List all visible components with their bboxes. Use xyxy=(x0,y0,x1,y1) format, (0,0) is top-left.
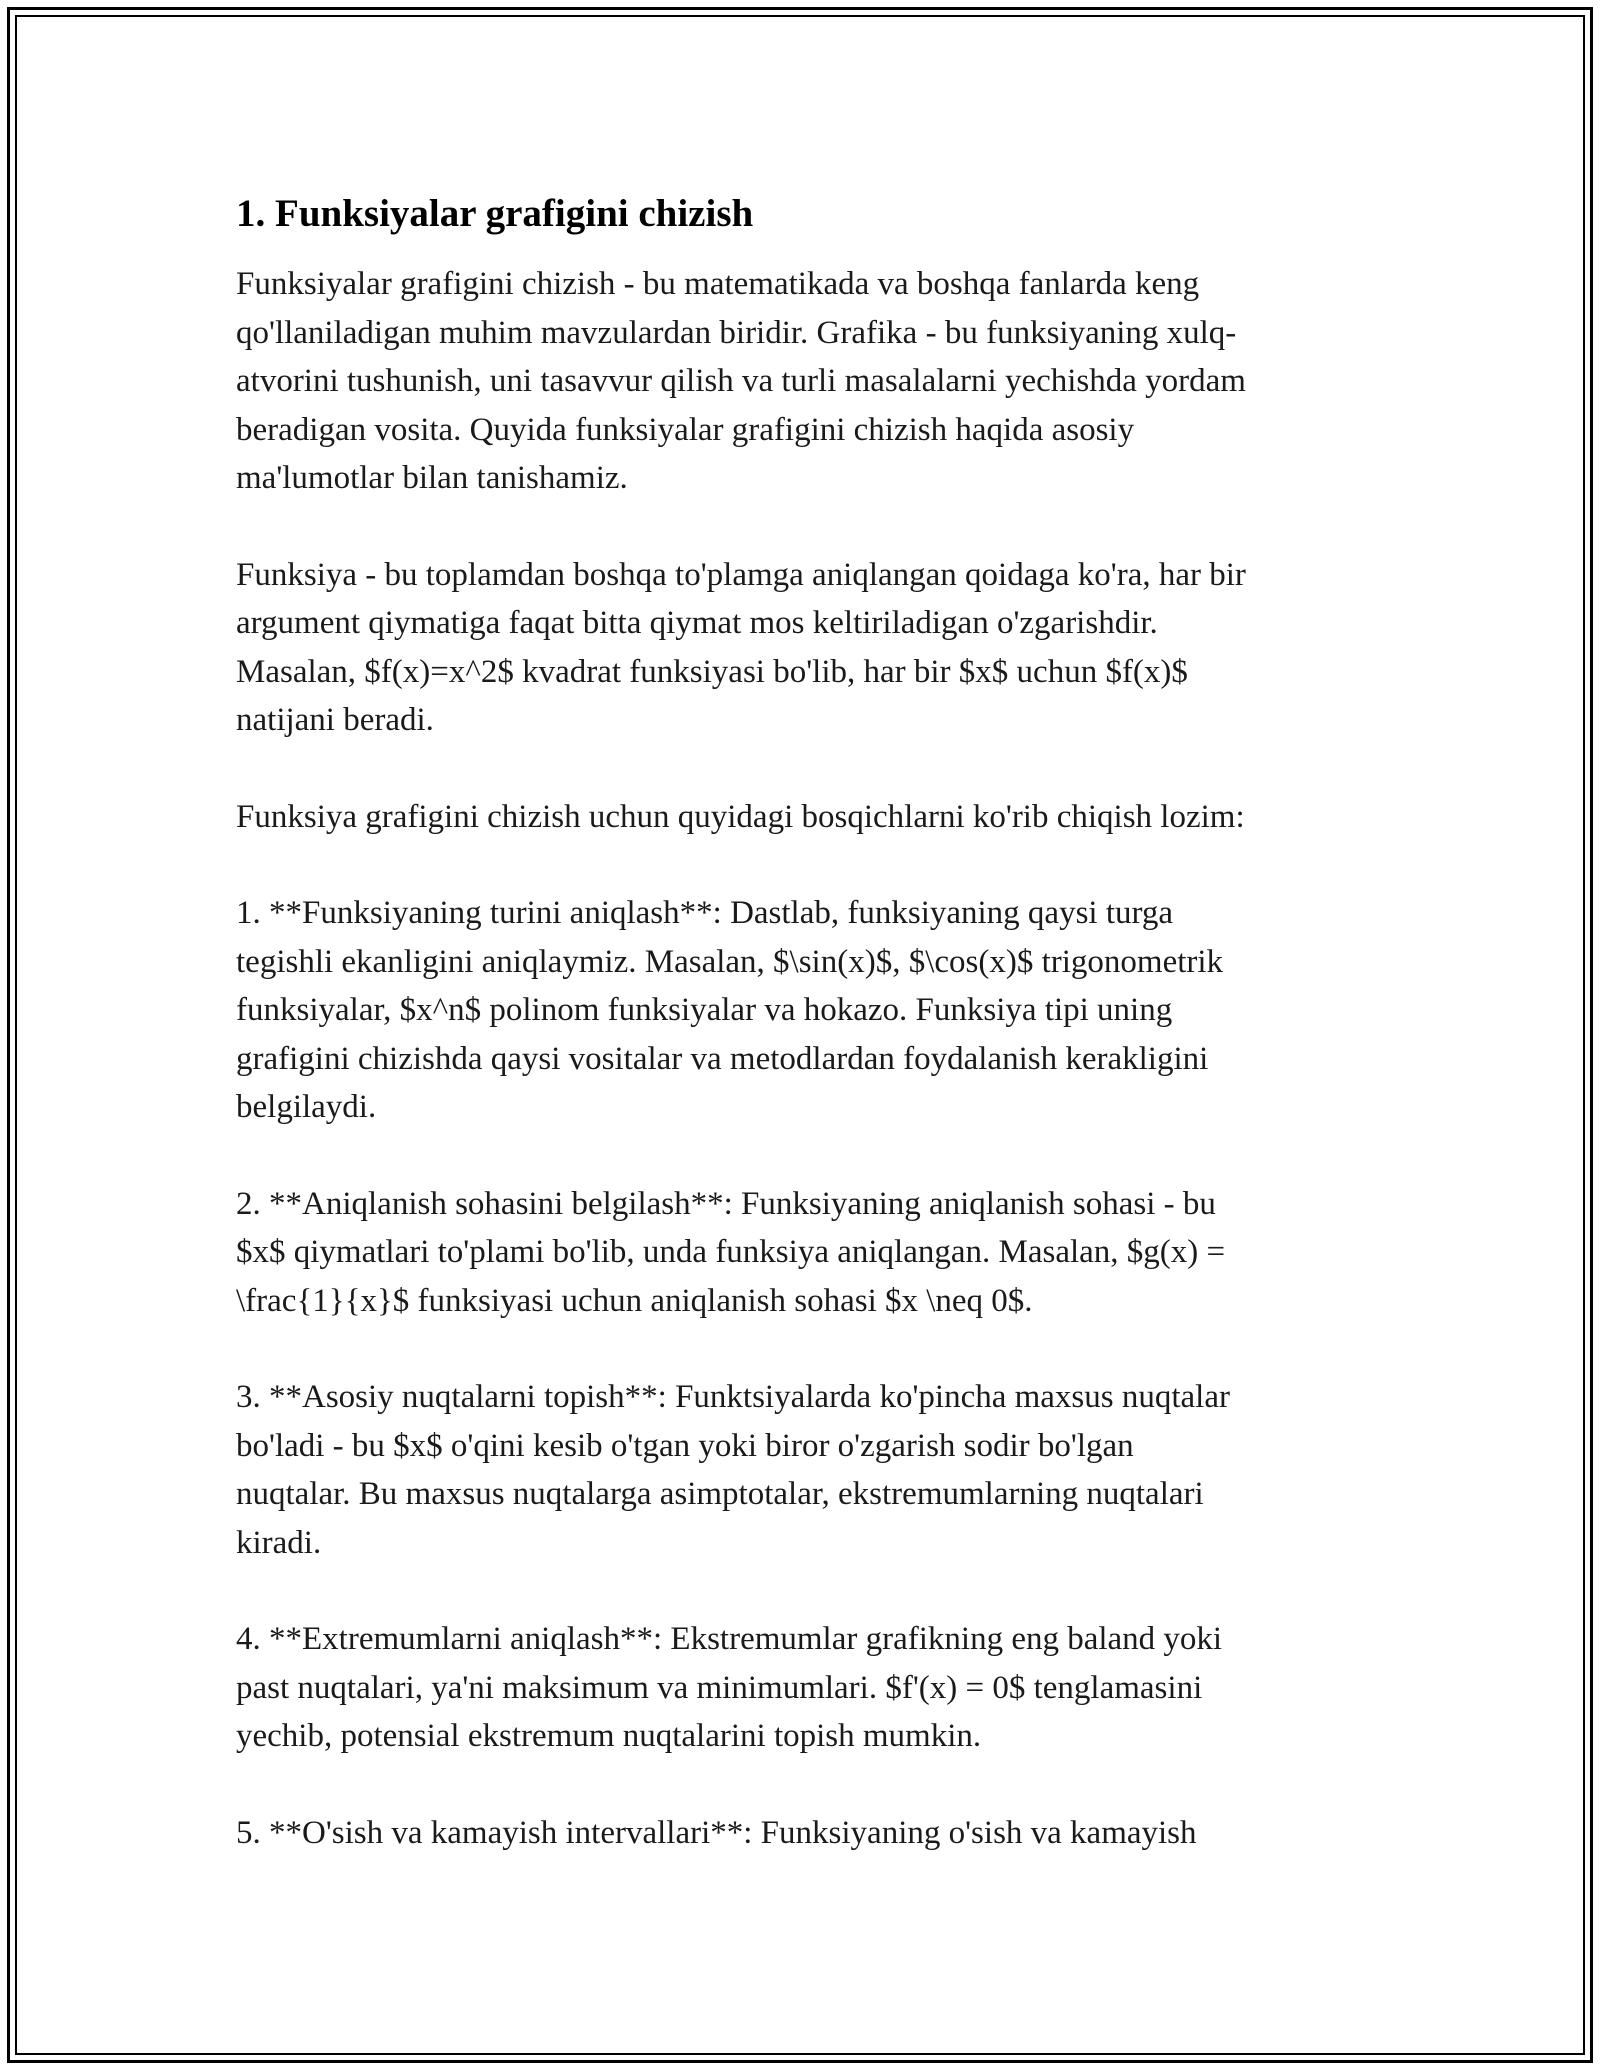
text-line: 4. **Extremumlarni aniqlash**: Ekstremumlar grafikning eng baland yoki xyxy=(236,1621,1223,1657)
text-line: qo'llaniladigan muhim mavzulardan biridir. Grafika - bu funksiyaning xulq- xyxy=(236,314,1237,351)
text-line: belgilaydi. xyxy=(236,1089,377,1125)
text-line: $x$ qiymatlari to'plami bo'lib, unda funksiya aniqlangan. Masalan, $g(x) = xyxy=(236,1234,1226,1270)
document-title: 1. Funksiyalar grafigini chizish xyxy=(236,192,754,235)
text-line: Funksiya - bu toplamdan boshqa to'plamga aniqlangan qoidaga ko'ra, har bir xyxy=(236,556,1246,593)
document-body xyxy=(236,188,1376,1905)
text-line: atvorini tushunish, uni tasavvur qilish va turli masalalarni yechishda yordam xyxy=(236,363,1246,399)
text-line: kiradi. xyxy=(236,1524,322,1561)
text-line: 1. **Funksiyaning turini aniqlash**: Dastlab, funksiyaning qaysi turga xyxy=(236,895,1174,931)
text-line: past nuqtalari, ya'ni maksimum va minimumlari. $f'(x) = 0$ tenglamasini xyxy=(236,1669,1203,1706)
text-line: natijani beradi. xyxy=(236,702,434,738)
text-line: Masalan, $f(x)=x^2$ kvadrat funksiyasi bo'lib, har bir $x$ uchun $f(x)$ xyxy=(236,653,1188,690)
paragraph xyxy=(236,551,1376,745)
paragraph xyxy=(236,889,1376,1132)
text-line: yechib, potensial ekstremum nuqtalarini topish mumkin. xyxy=(236,1718,982,1754)
text-line: nuqtalar. Bu maxsus nuqtalarga asimptotalar, ekstremumlarning nuqtalari xyxy=(236,1476,1204,1512)
text-line: ma'lumotlar bilan tanishamiz. xyxy=(236,460,628,496)
text-line: argument qiymatiga faqat bitta qiymat mos keltiriladigan o'zgarishdir. xyxy=(236,605,1158,641)
text-line: bo'ladi - bu $x$ o'qini kesib o'tgan yoki biror o'zgarish sodir bo'lgan xyxy=(236,1427,1134,1464)
text-line: 3. **Asosiy nuqtalarni topish**: Funktsiyalarda ko'pincha maxsus nuqtalar xyxy=(236,1379,1230,1415)
paragraph xyxy=(236,1615,1376,1761)
paragraph xyxy=(236,793,1376,842)
text-line: Funksiya grafigini chizish uchun quyidagi bosqichlarni ko'rib chiqish lozim: xyxy=(236,798,1245,835)
paragraph xyxy=(236,1809,1376,1858)
text-line: 5. **O'sish va kamayish intervallari**: Funksiyaning o'sish va kamayish xyxy=(236,1814,1197,1851)
text-line: grafigini chizishda qaysi vositalar va metodlardan foydalanish kerakligini xyxy=(236,1040,1209,1077)
paragraph xyxy=(236,1180,1376,1326)
text-line: 2. **Aniqlanish sohasini belgilash**: Funksiyaning aniqlanish sohasi - bu xyxy=(236,1185,1216,1222)
text-line: funksiyalar, $x^n$ polinom funksiyalar va hokazo. Funksiya tipi uning xyxy=(236,992,1173,1028)
paragraph-list xyxy=(236,260,1376,1857)
text-line: \frac{1}{x}$ funksiyasi uchun aniqlanish sohasi $x \neq 0$. xyxy=(236,1282,1033,1319)
paragraph xyxy=(236,1373,1376,1567)
text-line: beradigan vosita. Quyida funksiyalar grafigini chizish haqida asosiy xyxy=(236,411,1135,448)
paragraph xyxy=(236,260,1376,503)
text-line: Funksiyalar grafigini chizish - bu matematikada va boshqa fanlarda keng xyxy=(236,266,1200,302)
text-line: tegishli ekanligini aniqlaymiz. Masalan, $\sin(x)$, $\cos(x)$ trigonometrik xyxy=(236,943,1224,980)
